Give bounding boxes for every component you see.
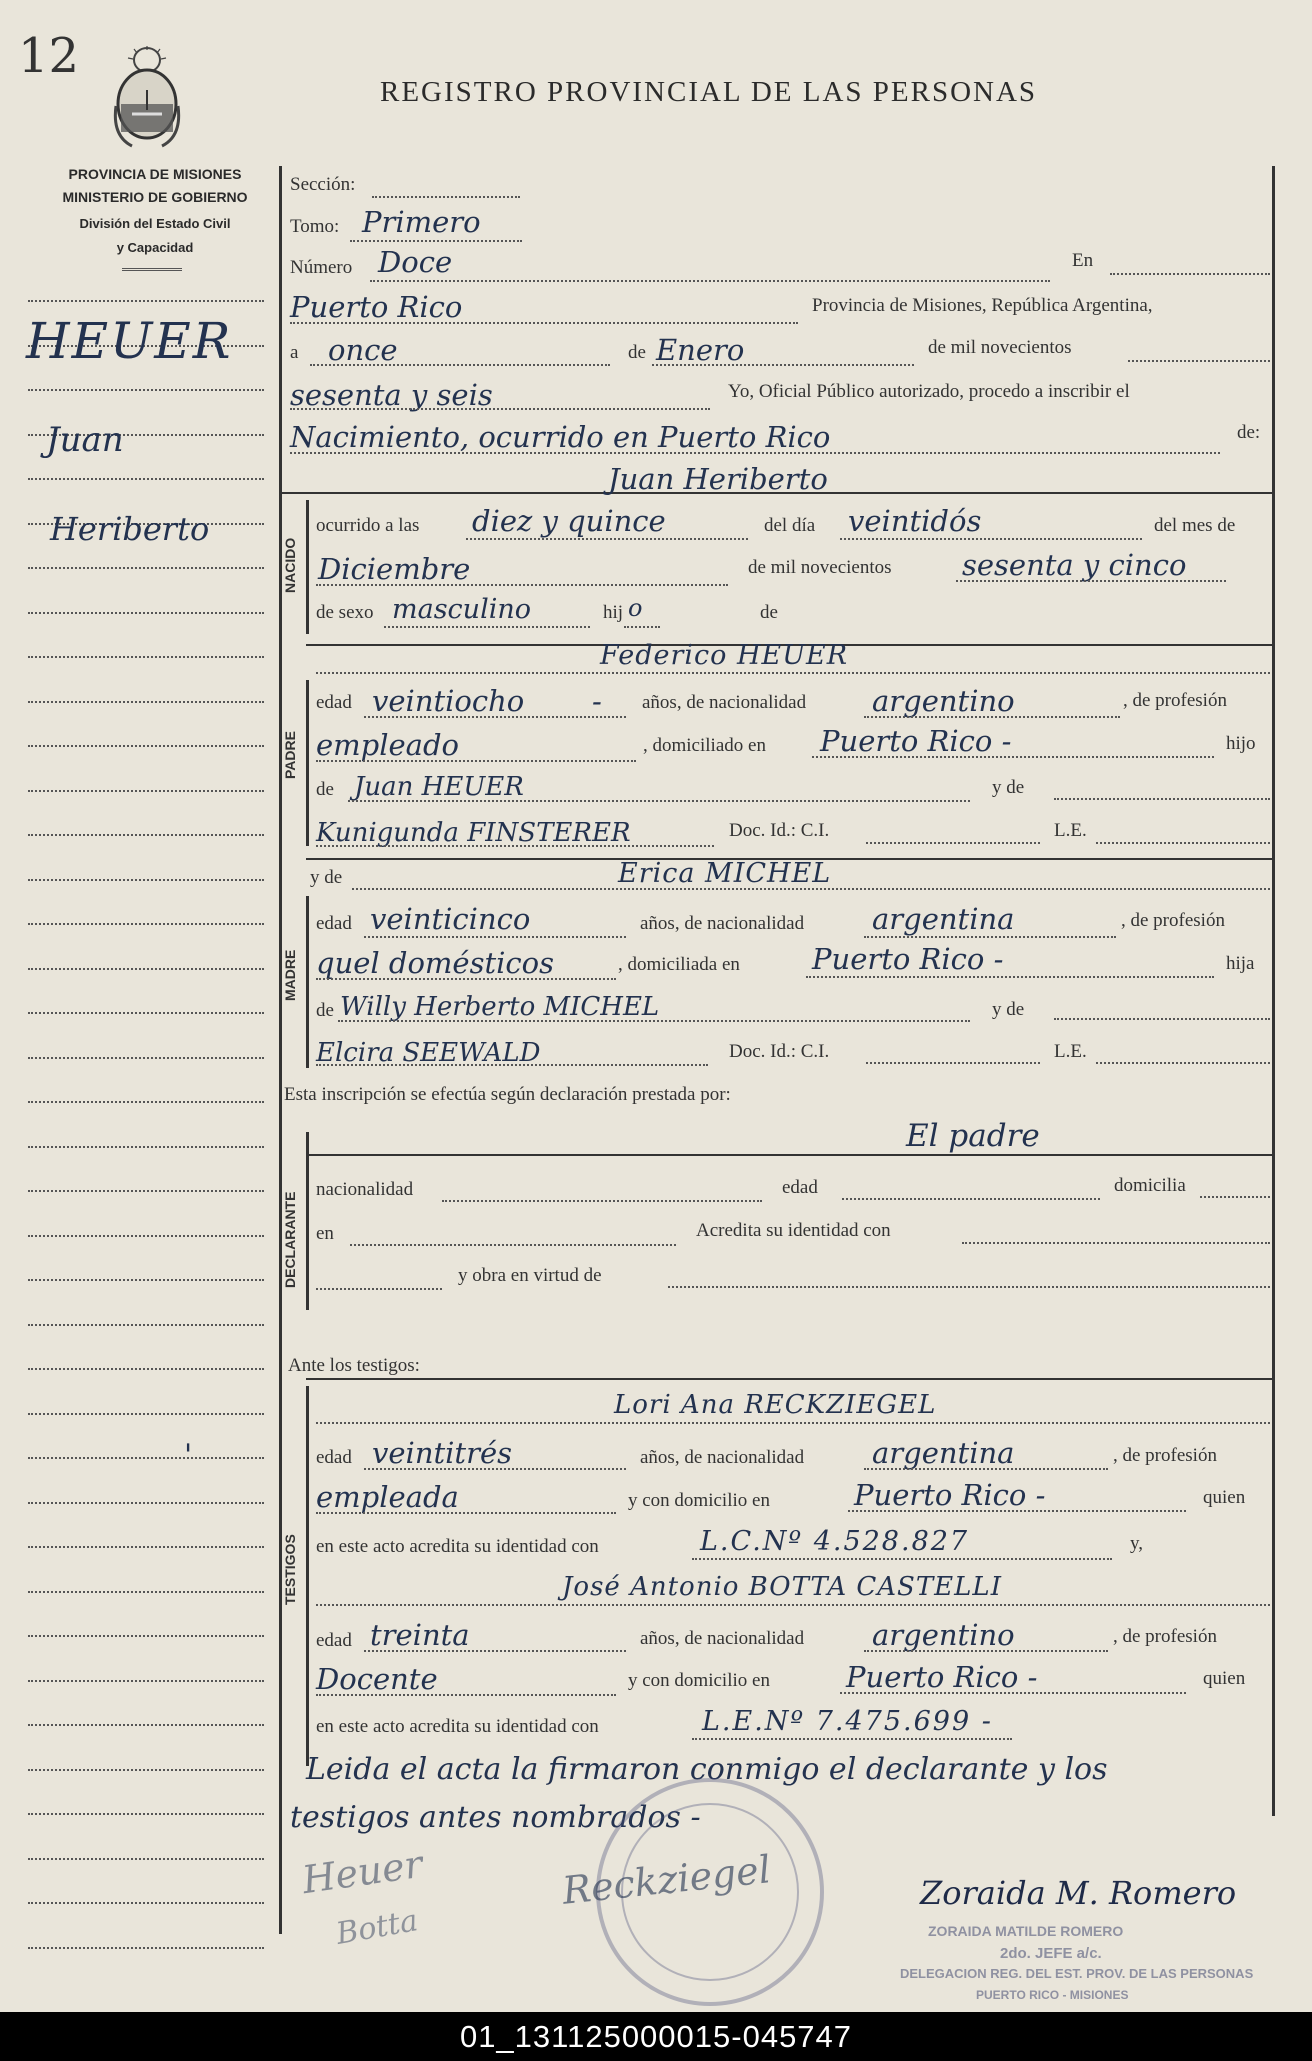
registry-title: REGISTRO PROVINCIAL DE LAS PERSONAS — [380, 76, 1038, 108]
t1-edad-label: edad — [316, 1447, 352, 1468]
declarante-edad-label: edad — [782, 1177, 818, 1198]
margin-ruled-line — [28, 745, 264, 747]
margin-ruled-line — [28, 1413, 264, 1415]
org-capacity: y Capacidad — [116, 240, 194, 255]
t1-domicilio-value: Puerto Rico - — [854, 1478, 1046, 1512]
padre-profesion-value: empleado — [316, 728, 459, 762]
en-line — [1110, 273, 1270, 275]
madre-profesion-value: quel domésticos — [316, 946, 554, 980]
stamp-official-name: ZORAIDA MATILDE ROMERO — [928, 1923, 1124, 1939]
org-province: PROVINCIA DE MISIONES — [68, 166, 242, 182]
del-dia-label: del día — [764, 515, 816, 536]
testigos-top-rule — [306, 1378, 1272, 1380]
madre-domicilio-line — [806, 976, 1214, 978]
closing-line-1: Leida el acta la firmaron conmigo el declarante y los — [306, 1752, 1108, 1787]
margin-ruled-line — [28, 612, 264, 614]
madre-padre-line — [338, 1020, 970, 1022]
de-label: de — [628, 342, 646, 363]
t2-name-value: José Antonio BOTTA CASTELLI — [562, 1572, 1002, 1602]
coat-of-arms-emblem — [112, 46, 182, 154]
t2-nacionalidad-label: años, de nacionalidad — [640, 1628, 805, 1649]
madre-name-line — [352, 888, 1270, 890]
declarante-domicilia-line — [1200, 1196, 1270, 1198]
padre-section-label: PADRE — [282, 731, 298, 779]
t1-acredita-label: en este acto acredita su identidad con — [316, 1536, 599, 1557]
padre-domicilio-line — [812, 756, 1214, 758]
closing-line-2: testigos antes nombrados - — [290, 1800, 701, 1835]
testigos-section-label: TESTIGOS — [282, 1534, 298, 1606]
t2-profesion-label: , de profesión — [1113, 1626, 1217, 1647]
madre-le-label: L.E. — [1054, 1041, 1087, 1062]
declarante-en-label: en — [316, 1223, 334, 1244]
t2-nacionalidad-line — [864, 1650, 1108, 1652]
padre-domicilio-label: , domiciliado en — [643, 735, 766, 756]
t1-nacionalidad-label: años, de nacionalidad — [640, 1447, 805, 1468]
margin-ruled-line — [28, 389, 264, 391]
t1-profesion-value: empleada — [316, 1480, 459, 1514]
margin-ruled-line — [28, 300, 264, 302]
declarante-obra-pre-line — [316, 1288, 442, 1290]
padre-nacionalidad-label: años, de nacionalidad — [642, 692, 807, 713]
madre-edad-value: veinticinco — [370, 902, 531, 936]
padre-padre-value: Juan HEUER — [354, 772, 524, 802]
hora-line — [466, 538, 748, 540]
day-value: once — [328, 333, 398, 367]
de-colon-label: de: — [1237, 422, 1261, 443]
page-number: 12 — [18, 28, 80, 84]
madre-nacionalidad-label: años, de nacionalidad — [640, 913, 805, 934]
madre-domicilio-value: Puerto Rico - — [812, 942, 1004, 976]
t1-name-value: Lori Ana RECKZIEGEL — [614, 1390, 937, 1420]
t1-profesion-line — [316, 1512, 616, 1514]
signature-official: Zoraida M. Romero — [920, 1874, 1237, 1912]
padre-edad-dash: - — [592, 684, 602, 718]
margin-ruled-line — [28, 1591, 264, 1593]
madre-name-value: Erica MICHEL — [618, 858, 832, 889]
sexo-value: masculino — [392, 594, 531, 625]
padre-padre-line — [348, 800, 970, 802]
stamp-office: DELEGACION REG. DEL EST. PROV. DE LAS PERSONAS — [900, 1966, 1254, 1981]
padre-profesion-label: , de profesión — [1123, 690, 1227, 711]
padre-profesion-line — [316, 760, 636, 762]
t1-nacionalidad-line — [864, 1468, 1108, 1470]
madre-y-de-label: y de — [310, 867, 343, 888]
padre-le-line — [1096, 842, 1270, 844]
seccion-line — [372, 196, 520, 198]
testigos-intro: Ante los testigos: — [288, 1355, 420, 1376]
signature-declarante: Heuer — [299, 1841, 426, 1903]
header-divider — [122, 268, 182, 271]
padre-edad-label: edad — [316, 692, 352, 713]
t1-domicilio-label: y con domicilio en — [628, 1490, 770, 1511]
ocurrido-label: ocurrido a las — [316, 515, 420, 536]
margin-ruled-line — [28, 1858, 264, 1860]
mes-value: Diciembre — [318, 552, 471, 586]
hijo-label: hij — [603, 602, 624, 623]
year-line — [290, 408, 710, 410]
padre-le-label: L.E. — [1054, 820, 1087, 841]
padre-edad-value: veintiocho — [372, 684, 525, 718]
t1-profesion-label: , de profesión — [1113, 1445, 1217, 1466]
acto-value: Nacimiento, ocurrido en Puerto Rico — [290, 420, 831, 454]
place-value: Puerto Rico — [290, 290, 463, 324]
margin-ruled-line — [28, 1146, 264, 1148]
madre-y-de2-label: y de — [992, 999, 1025, 1020]
nacido-de-label: de — [760, 602, 778, 623]
org-division: División del Estado Civil — [79, 216, 231, 231]
margin-ruled-line — [28, 968, 264, 970]
declarante-value: El padre — [906, 1118, 1040, 1154]
declarante-top-rule — [306, 1154, 1272, 1156]
t2-domicilio-label: y con domicilio en — [628, 1670, 770, 1691]
madre-doc-label: Doc. Id.: C.I. — [729, 1041, 830, 1062]
madre-edad-label: edad — [316, 913, 352, 934]
a-label: a — [290, 342, 299, 363]
tomo-value: Primero — [362, 205, 481, 239]
hijo-line — [624, 626, 660, 628]
sexo-line — [384, 626, 590, 628]
margin-surname: HEUER — [26, 312, 233, 370]
madre-le-line — [1096, 1062, 1270, 1064]
padre-nacionalidad-value: argentino — [872, 684, 1015, 718]
t2-domicilio-value: Puerto Rico - — [846, 1660, 1038, 1694]
padre-domicilio-value: Puerto Rico - — [820, 724, 1012, 758]
margin-ruled-line — [28, 1457, 264, 1459]
t2-edad-value: treinta — [370, 1618, 470, 1652]
anio-value: sesenta y cinco — [962, 548, 1187, 582]
margin-ruled-line — [28, 1546, 264, 1548]
stamp-official-role: 2do. JEFE a/c. — [1000, 1945, 1102, 1962]
t1-doc-value: L.C.Nº 4.528.827 — [700, 1526, 970, 1557]
margin-ruled-line — [28, 1012, 264, 1014]
margin-name-1: Juan — [46, 420, 124, 460]
padre-hijo-label: hijo — [1226, 733, 1256, 754]
acto-line — [290, 452, 1220, 454]
sexo-label: de sexo — [316, 602, 374, 623]
padre-madre-line — [316, 845, 714, 847]
mil-label: de mil novecientos — [928, 337, 1072, 358]
madre-doc-line — [866, 1062, 1040, 1064]
padre-name-line — [316, 672, 1270, 674]
nacido-section-label: NACIDO — [282, 537, 298, 593]
t2-nacionalidad-value: argentino — [872, 1618, 1015, 1652]
dia-line — [840, 538, 1142, 540]
margin-ruled-line — [28, 1057, 264, 1059]
hora-value: diez y quince — [472, 504, 666, 538]
hijo-value: o — [628, 594, 643, 622]
declarante-en-line — [350, 1244, 676, 1246]
margin-ruled-line — [28, 879, 264, 881]
margin-ruled-line — [28, 1947, 264, 1949]
padre-y-de-line — [1054, 798, 1270, 800]
margin-ruled-line — [28, 1279, 264, 1281]
madre-profesion-label: , de profesión — [1121, 910, 1225, 931]
margin-mark: ' — [184, 1438, 193, 1473]
seccion-label: Sección: — [290, 174, 356, 195]
t2-quien-label: quien — [1203, 1668, 1246, 1689]
stamp-place: PUERTO RICO - MISIONES — [976, 1988, 1129, 2002]
declarante-acredita-label: Acredita su identidad con — [696, 1220, 891, 1241]
t1-name-line — [316, 1422, 1270, 1424]
signature-testigo-1: Reckziegel — [560, 1847, 773, 1913]
declarante-acredita-line — [962, 1242, 1270, 1244]
numero-label: Número — [290, 257, 353, 278]
padre-madre-value: Kunigunda FINSTERER — [316, 818, 631, 848]
madre-madre-value: Elcira SEEWALD — [316, 1038, 541, 1068]
margin-ruled-line — [28, 567, 264, 569]
padre-edad-line — [364, 716, 626, 718]
margin-ruled-line — [28, 1769, 264, 1771]
provincia-label: Provincia de Misiones, República Argentina, — [812, 295, 1153, 316]
margin-ruled-line — [28, 834, 264, 836]
declarante-domicilia-label: domicilia — [1114, 1175, 1186, 1196]
org-ministry: MINISTERIO DE GOBIERNO — [62, 189, 248, 205]
margin-ruled-line — [28, 790, 264, 792]
numero-value: Doce — [378, 245, 453, 279]
place-line — [290, 322, 798, 324]
t2-domicilio-line — [840, 1692, 1186, 1694]
t2-name-line — [316, 1604, 1270, 1606]
declarante-edad-line — [842, 1198, 1100, 1200]
month-line — [652, 364, 914, 366]
declarante-obra-label: y obra en virtud de — [458, 1265, 602, 1286]
t2-profesion-value: Docente — [316, 1662, 438, 1696]
margin-ruled-line — [28, 1324, 264, 1326]
declarante-obra-line — [668, 1286, 1270, 1288]
year-value: sesenta y seis — [290, 378, 493, 412]
anio-line — [956, 580, 1226, 582]
declarante-intro: Esta inscripción se efectúa según declaración prestada por: — [284, 1084, 731, 1105]
margin-ruled-line — [28, 1235, 264, 1237]
madre-nacionalidad-value: argentina — [872, 902, 1015, 936]
t1-nacionalidad-value: argentina — [872, 1436, 1015, 1470]
margin-ruled-line — [28, 1368, 264, 1370]
month-value: Enero — [656, 333, 745, 367]
padre-de-label: de — [316, 779, 334, 800]
mes-line — [316, 584, 728, 586]
madre-nacionalidad-line — [864, 936, 1116, 938]
form-right-border — [1272, 166, 1275, 1816]
image-id-footer: 01_131125000015-045747 — [0, 2012, 1312, 2061]
margin-ruled-line — [28, 1724, 264, 1726]
tomo-line — [350, 240, 522, 242]
margin-name-2: Heriberto — [50, 510, 210, 548]
tomo-label: Tomo: — [290, 216, 340, 237]
en-label: En — [1072, 250, 1094, 271]
madre-padre-value: Willy Herberto MICHEL — [340, 992, 660, 1022]
margin-ruled-line — [28, 923, 264, 925]
t2-doc-line — [692, 1738, 1012, 1740]
padre-name-value: Federico HEUER — [600, 640, 849, 671]
t1-quien-label: quien — [1203, 1487, 1246, 1508]
madre-profesion-line — [316, 978, 616, 980]
oficial-label: Yo, Oficial Público autorizado, procedo a inscribir el — [728, 381, 1130, 402]
t2-profesion-line — [316, 1694, 616, 1696]
madre-hija-label: hija — [1226, 953, 1255, 974]
t1-edad-line — [364, 1468, 626, 1470]
t1-doc-line — [692, 1558, 1112, 1560]
margin-ruled-line — [28, 478, 264, 480]
declarante-nacionalidad-label: nacionalidad — [316, 1179, 414, 1200]
margin-ruled-line — [28, 1902, 264, 1904]
declarante-section-label: DECLARANTE — [282, 1191, 298, 1289]
margin-ruled-line — [28, 1813, 264, 1815]
t2-edad-line — [364, 1650, 626, 1652]
day-line — [310, 364, 610, 366]
margin-ruled-line — [28, 701, 264, 703]
declarante-nacionalidad-line — [442, 1200, 762, 1202]
form-left-border — [279, 166, 282, 1934]
nacido-mil-label: de mil novecientos — [748, 557, 892, 578]
madre-de-label: de — [316, 1000, 334, 1021]
padre-doc-label: Doc. Id.: C.I. — [729, 820, 830, 841]
padre-y-de-label: y de — [992, 777, 1025, 798]
t1-domicilio-line — [848, 1510, 1186, 1512]
mil-line — [1128, 360, 1270, 362]
madre-madre-line — [316, 1064, 708, 1066]
t2-doc-value: L.E.Nº 7.475.699 - — [702, 1706, 993, 1737]
margin-ruled-line — [28, 1680, 264, 1682]
margin-ruled-line — [28, 656, 264, 658]
dia-value: veintidós — [848, 504, 982, 538]
madre-edad-line — [364, 936, 626, 938]
margin-ruled-line — [28, 1635, 264, 1637]
t1-edad-value: veintitrés — [372, 1436, 512, 1470]
nacido-name-value: Juan Heriberto — [608, 462, 828, 496]
margin-ruled-line — [28, 1502, 264, 1504]
padre-nacionalidad-line — [864, 716, 1120, 718]
t2-acredita-label: en este acto acredita su identidad con — [316, 1716, 599, 1737]
margin-ruled-line — [28, 1190, 264, 1192]
padre-doc-line — [866, 842, 1040, 844]
numero-line — [370, 280, 1050, 282]
signature-testigo-2: Botta — [333, 1903, 421, 1952]
t2-edad-label: edad — [316, 1630, 352, 1651]
madre-section-label: MADRE — [282, 949, 298, 1001]
margin-ruled-line — [28, 1101, 264, 1103]
madre-domicilio-label: , domiciliada en — [618, 954, 740, 975]
madre-y-de2-line — [1054, 1018, 1270, 1020]
t1-y-label: y, — [1130, 1533, 1144, 1554]
del-mes-label: del mes de — [1154, 515, 1236, 536]
